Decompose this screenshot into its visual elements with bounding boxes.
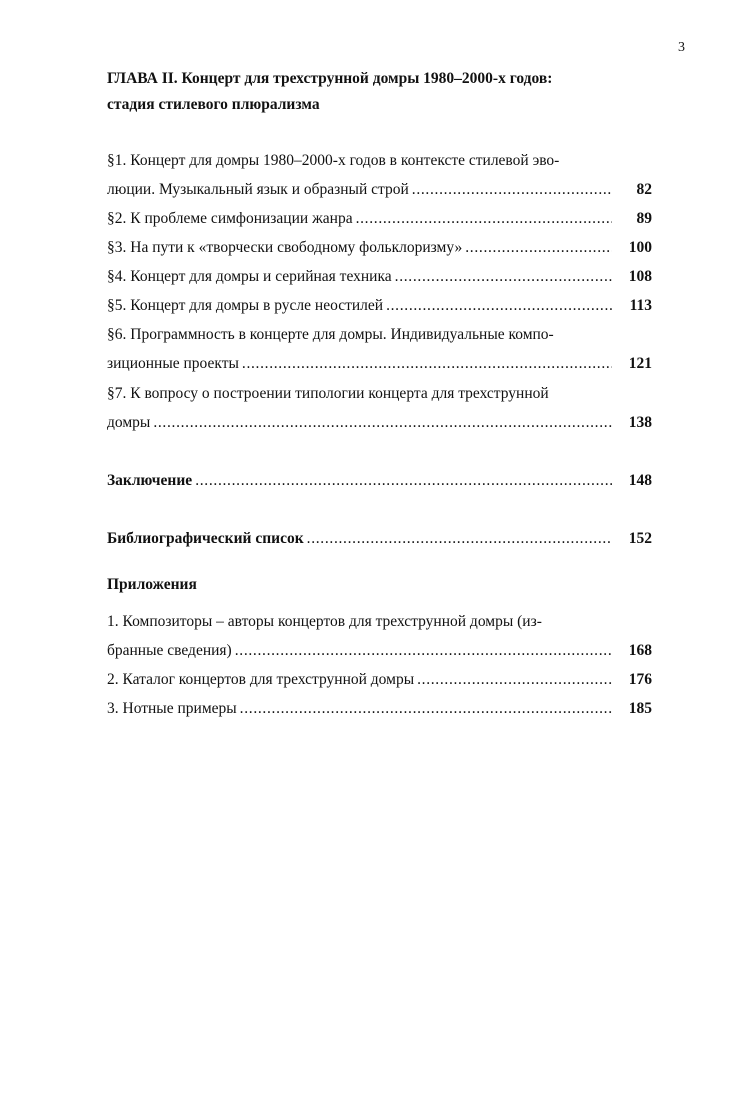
leader-dots bbox=[395, 263, 612, 292]
toc-entry-section-6[interactable] bbox=[107, 321, 652, 378]
toc-entry-text: Заключение bbox=[107, 472, 193, 489]
chapter-title bbox=[107, 66, 667, 118]
toc-entry-text: 3. Нотные примеры bbox=[107, 700, 237, 717]
toc-entry-text: бранные сведения) bbox=[107, 641, 232, 659]
toc-page-number: 82 bbox=[636, 180, 652, 198]
toc-entry-text-line1: §7. К вопросу о построении типологии концерта для трехструнной bbox=[107, 385, 549, 402]
toc-entry-conclusion[interactable] bbox=[107, 467, 652, 496]
chapter-title-line1: ГЛАВА II. Концерт для трехструнной домры 1980–2000-х годов: bbox=[107, 70, 553, 87]
toc-entry-text: 2. Каталог концертов для трехструнной домры bbox=[107, 671, 415, 688]
toc-entry-bibliography[interactable] bbox=[107, 525, 652, 554]
toc-entry-appendix-3[interactable] bbox=[107, 695, 652, 724]
toc-entry-text-line1: §6. Программность в концерте для домры. Индивидуальные компо- bbox=[107, 326, 554, 343]
toc-entry-section-3[interactable] bbox=[107, 234, 652, 263]
toc-entry-text: домры bbox=[107, 413, 151, 431]
toc-page-number: 100 bbox=[628, 239, 652, 256]
toc-page-number: 152 bbox=[628, 530, 652, 547]
toc-page-number: 176 bbox=[628, 671, 652, 688]
page-number: 3 bbox=[678, 40, 685, 55]
toc-page-number: 138 bbox=[628, 413, 652, 431]
leader-dots bbox=[242, 350, 612, 379]
toc-page-number: 113 bbox=[629, 297, 652, 314]
appendices-title: Приложения bbox=[107, 576, 197, 593]
toc-entry-text-line1: 1. Композиторы – авторы концертов для трехструнной домры (из- bbox=[107, 613, 542, 630]
leader-dots bbox=[235, 637, 612, 666]
toc-entry-text-line1: §1. Концерт для домры 1980–2000-х годов в контексте стилевой эво- bbox=[107, 152, 560, 169]
toc-page-number: 148 bbox=[628, 472, 652, 489]
toc-entry-section-2[interactable] bbox=[107, 205, 652, 234]
leader-dots bbox=[240, 695, 612, 724]
leader-dots bbox=[412, 176, 612, 205]
toc-entry-section-5[interactable] bbox=[107, 292, 652, 321]
leader-dots bbox=[307, 525, 612, 554]
toc-entry-section-7[interactable] bbox=[107, 380, 652, 437]
toc-entry-text: люции. Музыкальный язык и образный строй bbox=[107, 180, 409, 198]
toc-page-number: 108 bbox=[628, 268, 652, 285]
toc-entry-section-1[interactable] bbox=[107, 147, 652, 204]
toc-entry-text: §5. Концерт для домры в русле неостилей bbox=[107, 297, 384, 314]
leader-dots bbox=[153, 409, 612, 438]
toc-page-number: 185 bbox=[628, 700, 652, 717]
toc-page-number: 89 bbox=[636, 210, 652, 227]
toc-entry-section-4[interactable] bbox=[107, 263, 652, 292]
toc-entry-appendix-2[interactable] bbox=[107, 666, 652, 695]
toc-page-number: 121 bbox=[628, 354, 652, 372]
toc-entry-text: §4. Концерт для домры и серийная техника bbox=[107, 268, 392, 285]
leader-dots bbox=[465, 234, 612, 263]
leader-dots bbox=[386, 292, 612, 321]
toc-entry-appendix-1[interactable] bbox=[107, 608, 652, 665]
leader-dots bbox=[195, 467, 612, 496]
toc-entry-text: зиционные проекты bbox=[107, 354, 239, 372]
toc-page-number: 168 bbox=[628, 641, 652, 659]
leader-dots bbox=[356, 205, 612, 234]
chapter-title-line2: стадия стилевого плюрализма bbox=[107, 96, 320, 113]
toc-entry-text: §3. На пути к «творчески свободному фольклоризму» bbox=[107, 239, 463, 256]
leader-dots bbox=[417, 666, 612, 695]
toc-entry-text: §2. К проблеме симфонизации жанра bbox=[107, 210, 353, 227]
toc-entry-text: Библиографический список bbox=[107, 530, 304, 547]
